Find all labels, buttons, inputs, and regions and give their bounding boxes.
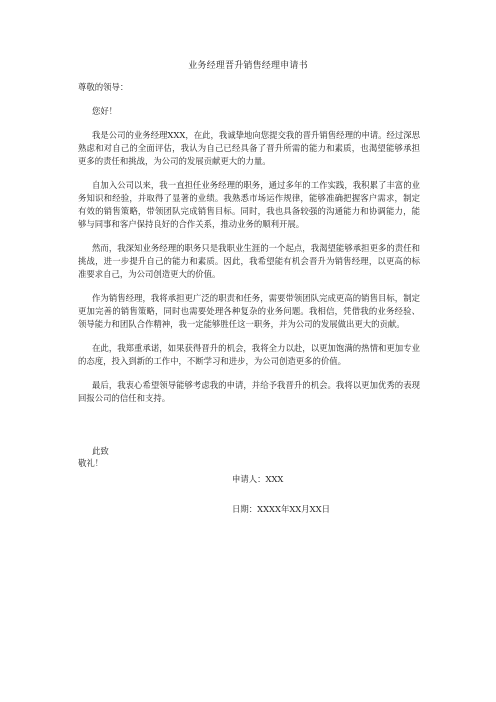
applicant-signature: 申请人：XXX [232,474,284,484]
paragraph-responsibilities: 作为销售经理，我将承担更广泛的职责和任务，需要带领团队完成更高的销售目标，制定更加完善的销售策略，同时也需要处理各种复杂的业务问题。我相信，凭借我的业务经验、领导能力和团队合作精神，我一定能够胜任这一职务，并为公司的发展做出更大的贡献。 [78,293,420,329]
greeting: 您好！ [92,106,118,116]
closing-line-2: 敬礼！ [78,458,104,468]
salutation: 尊敬的领导： [78,82,129,92]
letter-body [78,129,420,416]
paragraph-conclusion: 最后，我衷心希望领导能够考虑我的申请，并给予我晋升的机会。我将以更加优秀的表现回报公司的信任和支持。 [78,380,420,403]
letter-date: 日期：XXXX年XX月XX日 [232,504,330,514]
paragraph-motivation: 然而，我深知业务经理的职务只是我职业生涯的一个起点，我渴望能够承担更多的责任和挑战，进一步提升自己的能力和素质。因此，我希望能有机会晋升为销售经理，以更高的标准要求自己，为公司创造更大的价值。 [78,243,420,279]
paragraph-commitment: 在此，我郑重承诺，如果获得晋升的机会，我将全力以赴，以更加饱满的热情和更加专业的态度，投入到新的工作中，不断学习和进步，为公司创造更多的价值。 [78,343,420,366]
paragraph-intro: 我是公司的业务经理XXX，在此，我诚挚地向您提交我的晋升销售经理的申请。经过深思熟虑和对自己的全面评估，我认为自己已经具备了晋升所需的能力和素质，也渴望能够承担更多的责任和挑战，为公司的发展贡献更大的力量。 [78,130,420,166]
letter-title: 业务经理晋升销售经理申请书 [188,61,308,71]
closing-line-1: 此致 [92,446,109,456]
paragraph-experience: 自加入公司以来，我一直担任业务经理的职务，通过多年的工作实践，我积累了丰富的业务知识和经验，并取得了显著的业绩。我熟悉市场运作规律，能够准确把握客户需求，制定有效的销售策略，带领团队完成销售目标。同时，我也具备较强的沟通能力和协调能力，能够与同事和客户保持良好的合作关系，推动业务的顺利开展。 [78,180,420,229]
